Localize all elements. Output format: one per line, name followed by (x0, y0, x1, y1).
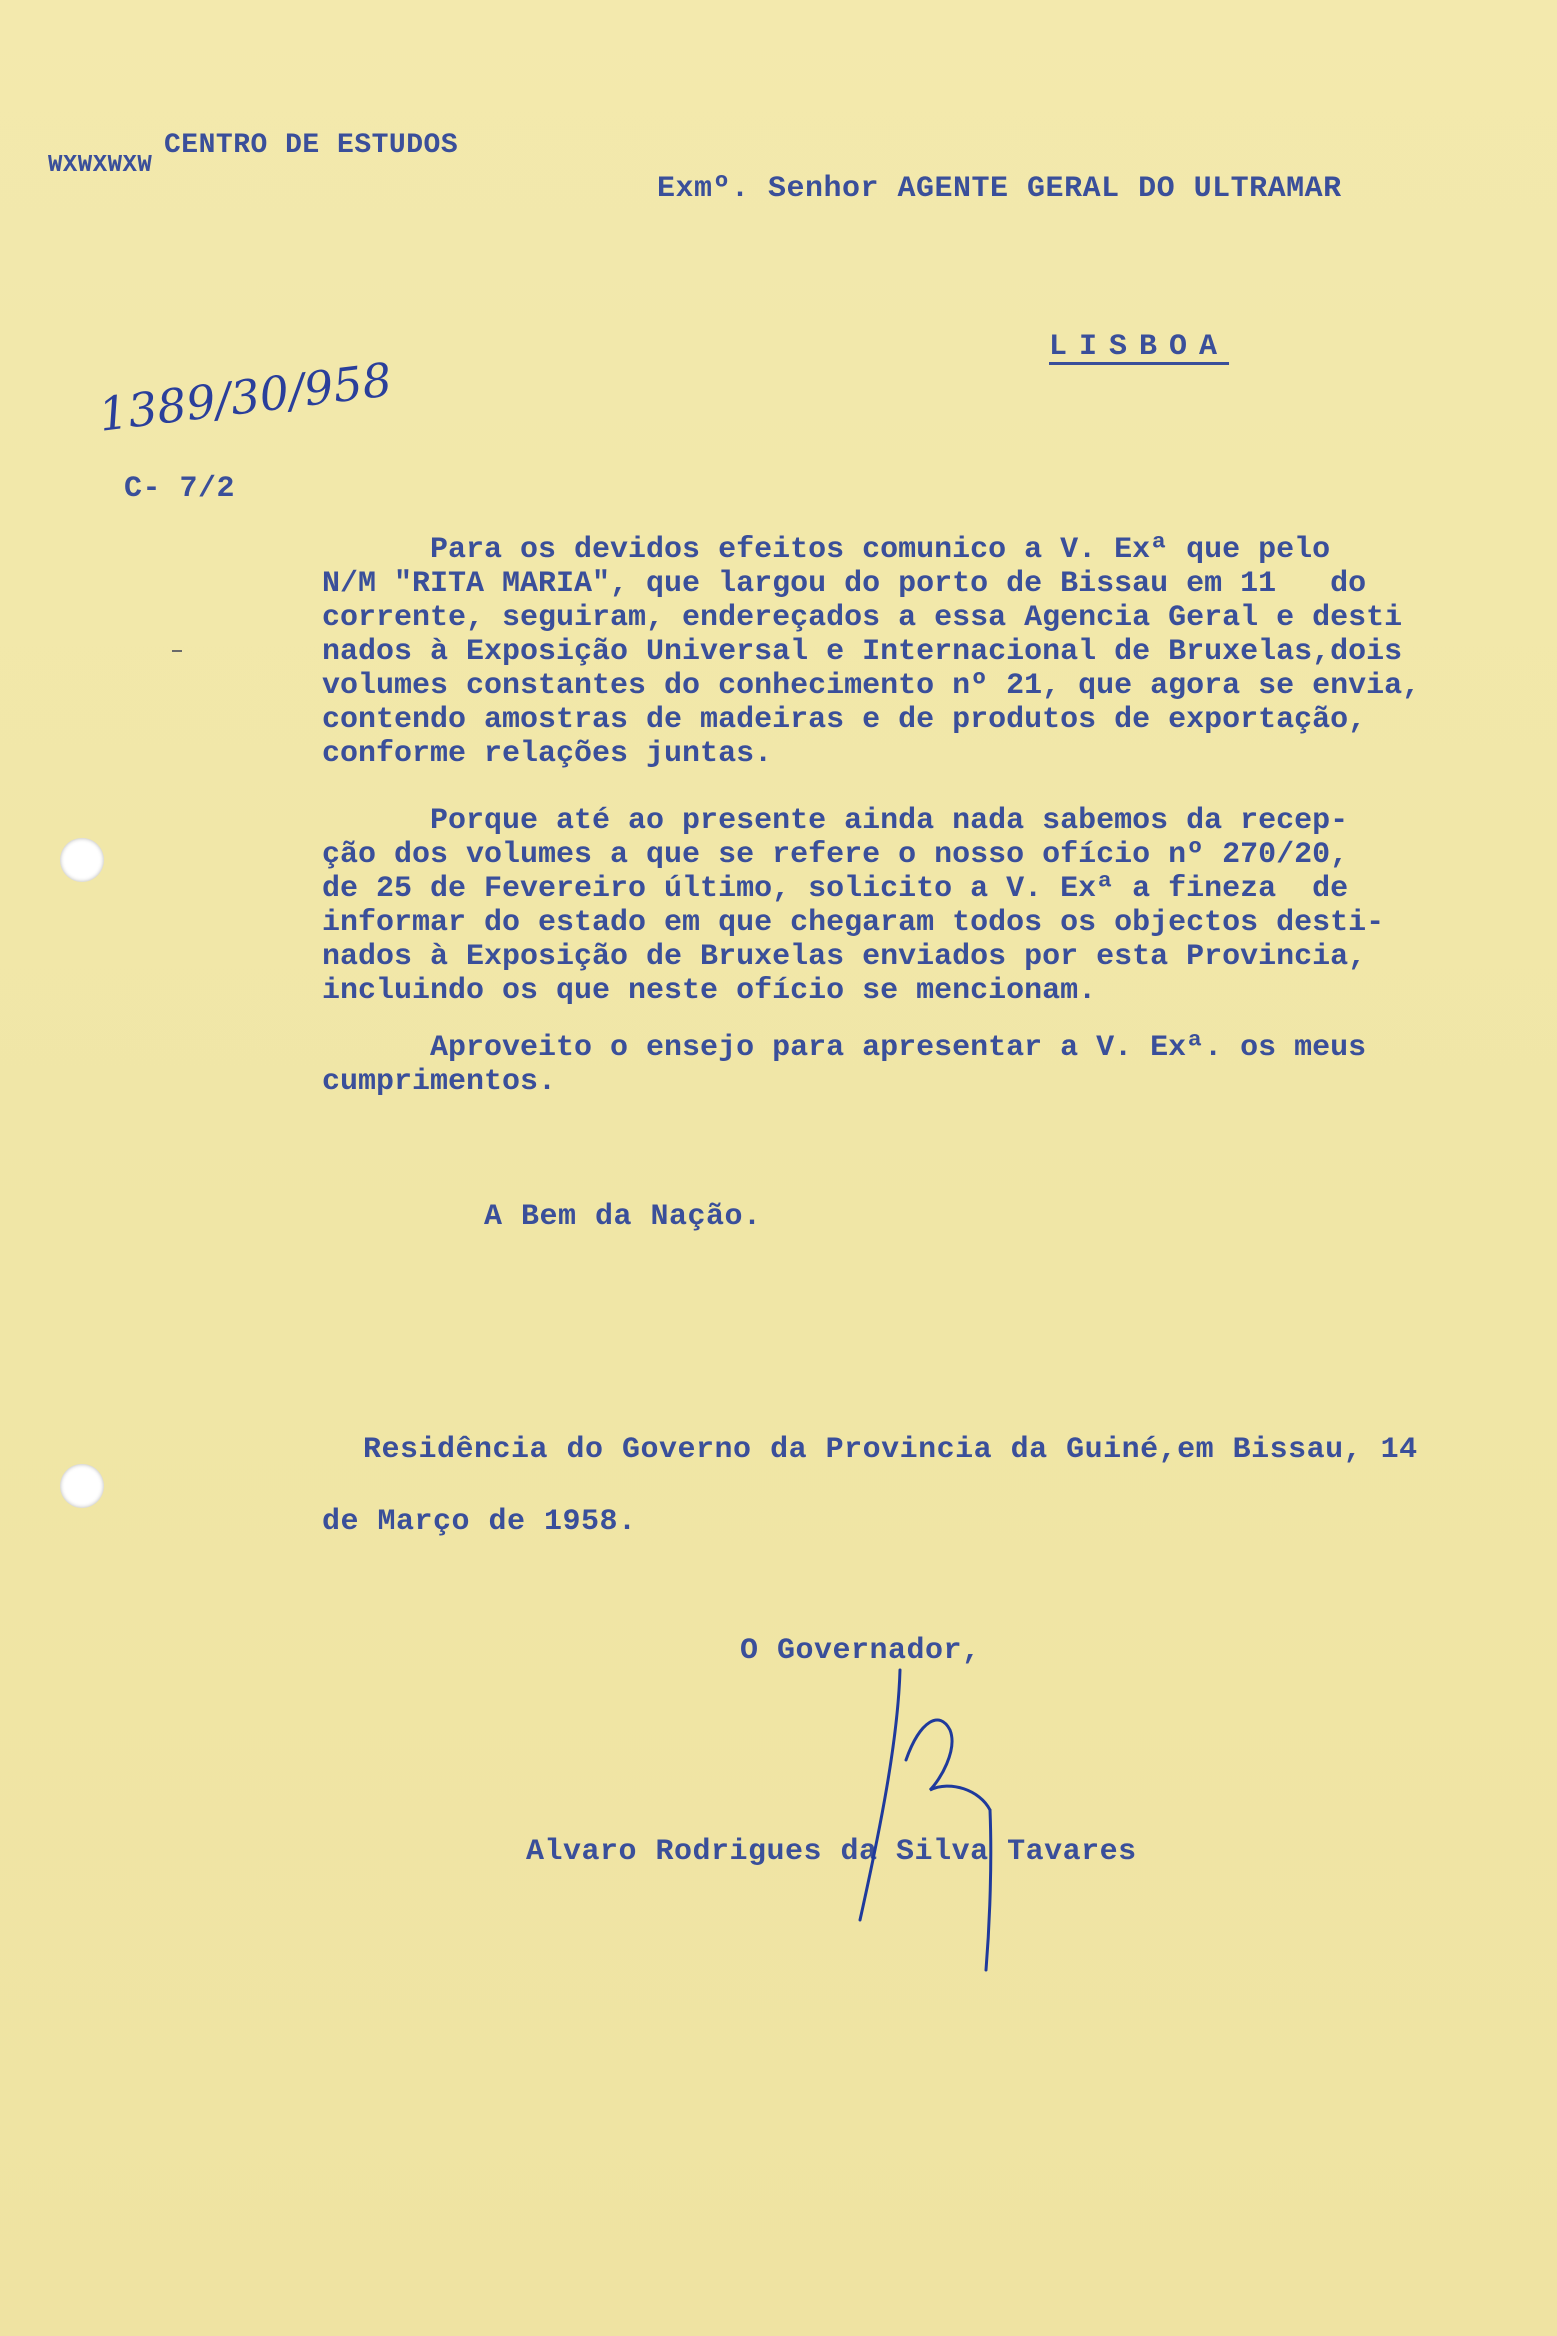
recipient-city: LISBOA (1049, 330, 1230, 364)
place-date-line-1: Residência do Governo da Provincia da Guiné,em Bissau, 14 (363, 1433, 1418, 1467)
signatory-name: Alvaro Rodrigues da Silva Tavares (526, 1835, 1137, 1869)
body-line: volumes constantes do conhecimento nº 21, que agora se envia, (322, 669, 1421, 703)
body-line: nados à Exposição Universal e Internacional de Bruxelas,dois (322, 635, 1403, 669)
body-line: contendo amostras de madeiras e de produtos de exportação, (322, 703, 1367, 737)
letterhead-overstrike: WXWXWXW (48, 152, 153, 179)
body-paragraph-1 (322, 533, 1522, 771)
body-line: de 25 de Fevereiro último, solicito a V. Exª a fineza de (322, 872, 1349, 906)
margin-mark (172, 650, 182, 652)
body-line: incluindo os que neste ofício se mencionam. (322, 974, 1097, 1008)
body-paragraph-2 (322, 804, 1522, 1008)
body-line: nados à Exposição de Bruxelas enviados por esta Provincia, (322, 940, 1367, 974)
handwritten-reference: 1389/30/958 (95, 352, 395, 442)
body-line: N/M "RITA MARIA", que largou do porto de Bissau em 11 do (322, 567, 1367, 601)
body-line: ção dos volumes a que se refere o nosso ofício nº 270/20, (322, 838, 1349, 872)
body-line: Para os devidos efeitos comunico a V. Exª que pelo (322, 533, 1331, 567)
letterhead (48, 130, 459, 254)
place-date-line-2: de Março de 1958. (322, 1505, 637, 1539)
body-line: Aproveito o ensejo para apresentar a V. Exª. os meus (322, 1031, 1367, 1065)
body-line: conforme relações juntas. (322, 737, 773, 771)
letterhead-department: CENTRO DE ESTUDOS (164, 130, 459, 161)
punch-hole (60, 838, 104, 882)
body-line: corrente, seguiram, endereçados a essa Agencia Geral e desti (322, 601, 1403, 635)
signatory-role: O Governador, (740, 1634, 981, 1668)
body-line: informar do estado em que chegaram todos os objectos desti- (322, 906, 1385, 940)
body-line: Porque até ao presente ainda nada sabemos da recep- (322, 804, 1349, 838)
recipient-line: Exmº. Senhor AGENTE GERAL DO ULTRAMAR (657, 172, 1342, 206)
closing-salutation: A Bem da Nação. (484, 1200, 762, 1234)
reference-code: C- 7/2 (124, 472, 236, 506)
body-paragraph-3 (322, 1031, 1522, 1099)
punch-hole (60, 1464, 104, 1508)
handwritten-signature (840, 1660, 1040, 1980)
body-line: cumprimentos. (322, 1065, 557, 1099)
